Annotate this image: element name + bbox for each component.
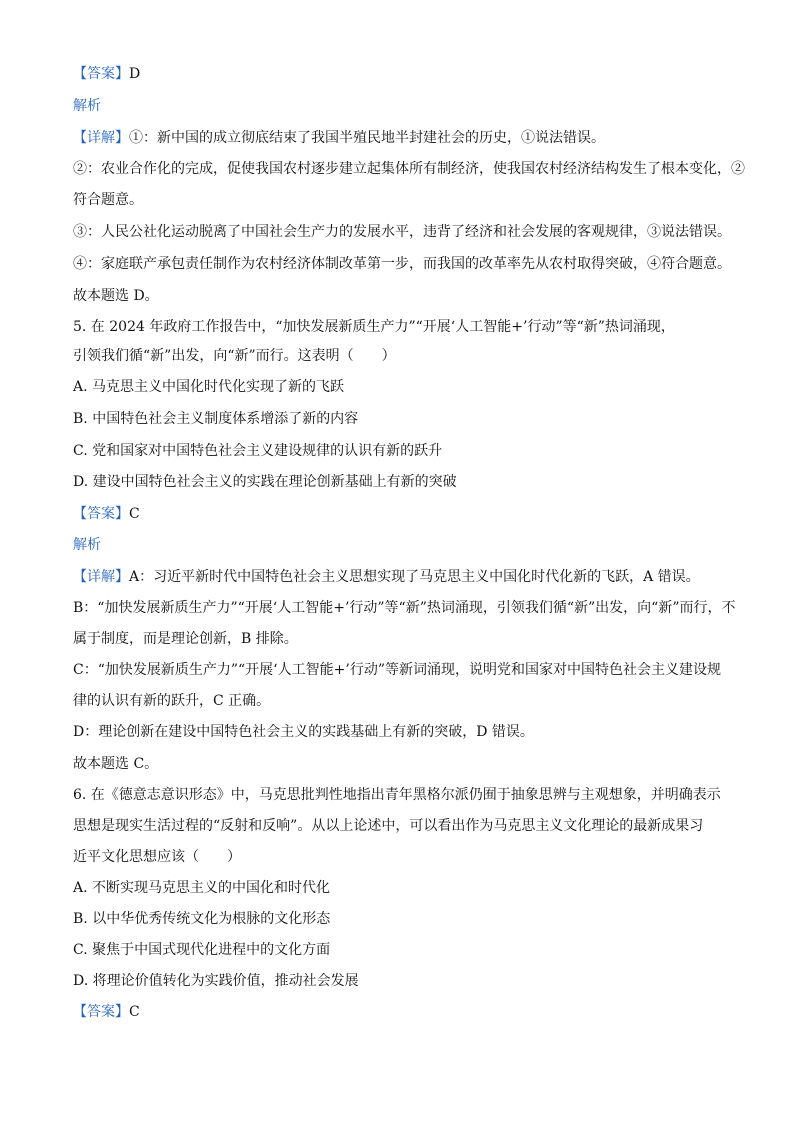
detail-line bbox=[73, 629, 298, 649]
answer-tag: 【答案】 bbox=[73, 506, 129, 522]
detail-line bbox=[73, 691, 270, 711]
detail-line bbox=[73, 159, 745, 179]
detail-text: ②：农业合作化的完成，促使我国农村逐步建立起集体所有制经济，使我国农村经济结构发生了根本变化，② bbox=[73, 161, 745, 177]
option-text: A. 马克思主义中国化时代化实现了新的飞跃 bbox=[73, 379, 345, 395]
detail-text: ①：新中国的成立彻底结束了我国半殖民地半封建社会的历史，①说法错误。 bbox=[129, 130, 605, 146]
conclusion-line bbox=[73, 754, 158, 774]
conclusion-line bbox=[73, 286, 159, 306]
option-text: B. 以中华优秀传统文化为根脉的文化形态 bbox=[73, 911, 331, 927]
question-5-option-a bbox=[73, 377, 344, 397]
question-text: 近平文化思想应该（ ） bbox=[73, 849, 241, 865]
detail-text: B：“加快发展新质生产力”“开展‘人工智能+’行动”等“新”热词涌现，引领我们循“新”出发，向“新”而行，不 bbox=[73, 600, 736, 616]
detail-tag: 【详解】 bbox=[73, 130, 129, 146]
question-6-option-a bbox=[73, 878, 330, 898]
detail-text: A：习近平新时代中国特色社会主义思想实现了马克思主义中国化时代化新的飞跃，A 错误。 bbox=[129, 569, 700, 585]
detail-line bbox=[73, 128, 605, 148]
detail-text: D：理论创新在建设中国特色社会主义的实践基础上有新的突破，D 错误。 bbox=[73, 724, 534, 740]
detail-line bbox=[73, 567, 700, 587]
question-6-option-b bbox=[73, 909, 330, 929]
conclusion-text: 故本题选 D。 bbox=[73, 288, 159, 304]
question-5-stem bbox=[73, 346, 396, 366]
question-6-option-c bbox=[73, 940, 330, 960]
detail-line bbox=[73, 722, 534, 742]
detail-text: ④：家庭联产承包责任制作为农村经济体制改革第一步，而我国的改革率先从农村取得突破，④符合题意。 bbox=[73, 256, 731, 272]
question-text: 6. 在《德意志意识形态》中，马克思批判性地指出青年黑格尔派仍囿于抽象思辨与主观想象，并明确表示 bbox=[73, 787, 721, 803]
answer-tag: 【答案】 bbox=[73, 66, 129, 82]
question-text: 引领我们循“新”出发，向“新”而行。这表明（ ） bbox=[73, 348, 396, 364]
option-text: C. 聚焦于中国式现代化进程中的文化方面 bbox=[73, 942, 331, 958]
analysis-tag: 解析 bbox=[73, 98, 101, 114]
detail-text: 属于制度，而是理论创新，B 排除。 bbox=[73, 631, 298, 647]
option-text: B. 中国特色社会主义制度体系增添了新的内容 bbox=[73, 411, 359, 427]
question-5-option-d bbox=[73, 472, 457, 492]
answer-value: D bbox=[129, 66, 141, 82]
answer-line-5 bbox=[73, 504, 140, 524]
analysis-heading-4 bbox=[73, 96, 101, 116]
option-text: C. 党和国家对中国特色社会主义建设规律的认识有新的跃升 bbox=[73, 443, 443, 459]
detail-text: 律的认识有新的跃升，C 正确。 bbox=[73, 693, 271, 709]
question-6-stem bbox=[73, 847, 241, 867]
answer-line-6 bbox=[73, 1002, 140, 1022]
question-text: 思想是现实生活过程的“反射和反响”。从以上论述中，可以看出作为马克思主义文化理论的最新成果习 bbox=[73, 818, 704, 834]
answer-value: C bbox=[129, 506, 140, 522]
detail-text: ③：人民公社化运动脱离了中国社会生产力的发展水平，违背了经济和社会发展的客观规律，③说法错误。 bbox=[73, 224, 731, 240]
option-text: A. 不断实现马克思主义的中国化和时代化 bbox=[73, 880, 331, 896]
detail-tag: 【详解】 bbox=[73, 569, 129, 585]
question-5-option-b bbox=[73, 409, 358, 429]
detail-line bbox=[73, 660, 721, 680]
detail-line bbox=[73, 254, 731, 274]
answer-value: C bbox=[129, 1004, 140, 1020]
conclusion-text: 故本题选 C。 bbox=[73, 756, 159, 772]
analysis-heading-5 bbox=[73, 535, 101, 555]
analysis-tag: 解析 bbox=[73, 537, 101, 553]
question-5-option-c bbox=[73, 441, 442, 461]
detail-line bbox=[73, 222, 731, 242]
question-6-option-d bbox=[73, 971, 359, 991]
detail-text: C：“加快发展新质生产力”“开展‘人工智能+’行动”等新词涌现，说明党和国家对中国特色社会主义建设规 bbox=[73, 662, 721, 678]
answer-line-4 bbox=[73, 64, 140, 84]
question-6-stem bbox=[73, 785, 721, 805]
question-5-stem bbox=[73, 317, 675, 337]
question-6-stem bbox=[73, 816, 703, 836]
detail-text: 符合题意。 bbox=[73, 192, 143, 208]
answer-tag: 【答案】 bbox=[73, 1004, 129, 1020]
detail-line bbox=[73, 190, 143, 210]
option-text: D. 建设中国特色社会主义的实践在理论创新基础上有新的突破 bbox=[73, 474, 457, 490]
option-text: D. 将理论价值转化为实践价值，推动社会发展 bbox=[73, 973, 359, 989]
question-text: 5. 在 2024 年政府工作报告中，“加快发展新质生产力”“开展‘人工智能+’行动”等“新”热词涌现， bbox=[73, 319, 675, 335]
detail-line bbox=[73, 598, 736, 618]
